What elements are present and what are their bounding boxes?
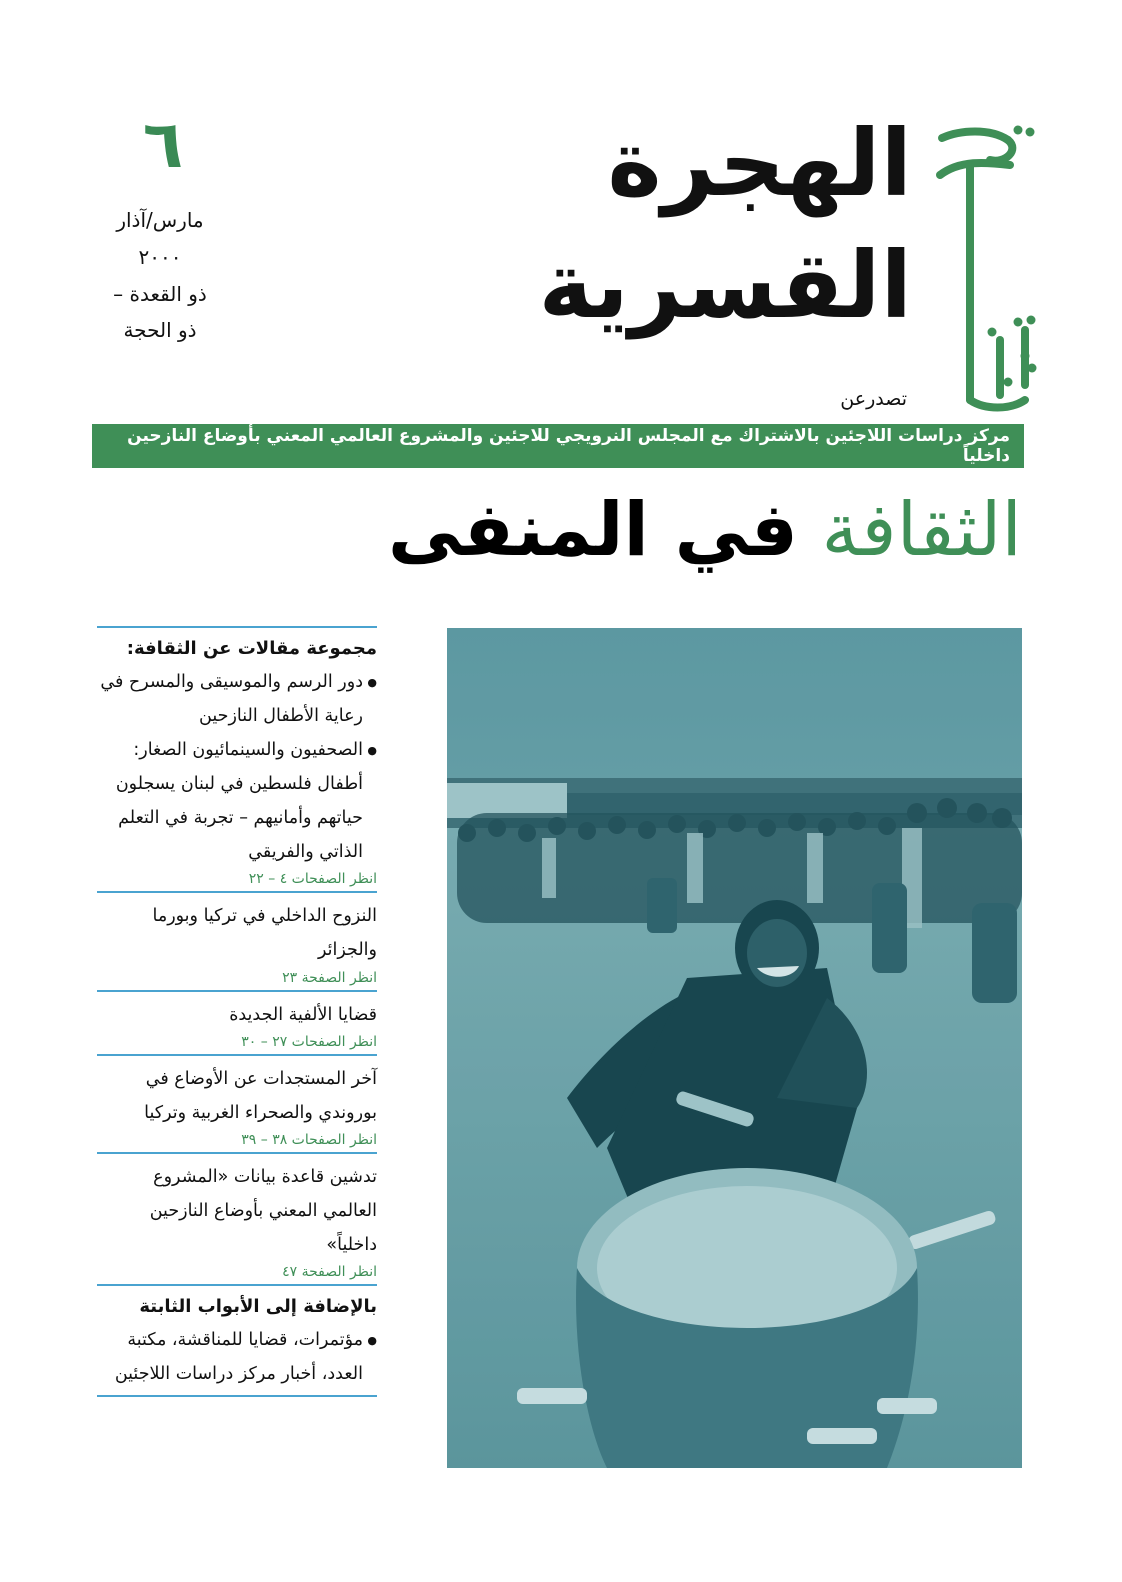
issue-hijri-line1: ذو القعدة – [113, 282, 207, 306]
toc-bullet-item: ● الصحفيون والسينمائيون الصغار: أطفال فلسطين في لبنان يسجلون حياتهم وأمانيهم – تجربة في التعلم الذاتي والفريقي [97, 733, 377, 870]
toc-section-millennium [97, 990, 377, 1054]
toc-section-culture [97, 626, 377, 891]
theme-title-culture: الثقافة [821, 487, 1022, 573]
toc-section-database [97, 1152, 377, 1284]
toc-section-updates [97, 1054, 377, 1152]
toc-bullet-item: ● دور الرسم والموسيقى والمسرح في رعاية الأطفال النازحين [97, 665, 377, 733]
issue-hijri-line2: ذو الحجة [123, 318, 197, 342]
toc-page-reference: انظر الصفحات ٤ – ٢٢ [248, 871, 377, 888]
toc-section-displacement [97, 891, 377, 989]
toc-page-reference: انظر الصفحة ٤٧ [282, 1264, 377, 1281]
publication-logo-mark [930, 120, 1040, 420]
table-of-contents [97, 626, 377, 1397]
toc-page-reference: انظر الصفحات ٢٧ – ٣٠ [241, 1033, 377, 1050]
partner-organizations-text: مركز دراسات اللاجئين بالاشتراك مع المجلس النرويجي للاجئين والمشروع العالمي المعني بأوضاع النازحين داخلياً [127, 426, 1010, 466]
toc-page-reference: انظر الصفحة ٢٣ [282, 969, 377, 986]
partner-organizations-bar [92, 424, 1024, 468]
published-by-label: تصدرعن [840, 388, 907, 410]
toc-heading: مجموعة مقالات عن الثقافة: [126, 638, 377, 659]
toc-heading: بالإضافة إلى الأبواب الثابتة [139, 1296, 377, 1318]
issue-number: ٦ [142, 106, 184, 183]
theme-title-in-exile: في المنفى [387, 487, 798, 573]
toc-entry: آخر المستجدات عن الأوضاع في بوروندي والصحراء الغربية وتركيا [144, 1068, 377, 1123]
masthead-title-line2: القسرية [538, 232, 912, 339]
cover-photo-drummer [447, 628, 1022, 1468]
toc-section-regular [97, 1284, 377, 1397]
toc-entry: النزوح الداخلي في تركيا وبورما والجزائر [152, 906, 377, 961]
masthead-title-line1: الهجرة [607, 110, 912, 217]
toc-entry: قضايا الألفية الجديدة [229, 1004, 377, 1025]
issue-theme-title [388, 488, 1022, 573]
toc-entry: تدشين قاعدة بيانات «المشروع العالمي المعني بأوضاع النازحين داخلياً» [149, 1166, 377, 1256]
toc-page-reference: انظر الصفحات ٣٨ – ٣٩ [241, 1131, 377, 1148]
issue-year: ٢٠٠٠ [138, 245, 182, 269]
toc-bullet-item: ● مؤتمرات، قضايا للمناقشة، مكتبة العدد، أخبار مركز دراسات اللاجئين [97, 1323, 377, 1391]
issue-month: مارس/آذار [116, 208, 204, 232]
